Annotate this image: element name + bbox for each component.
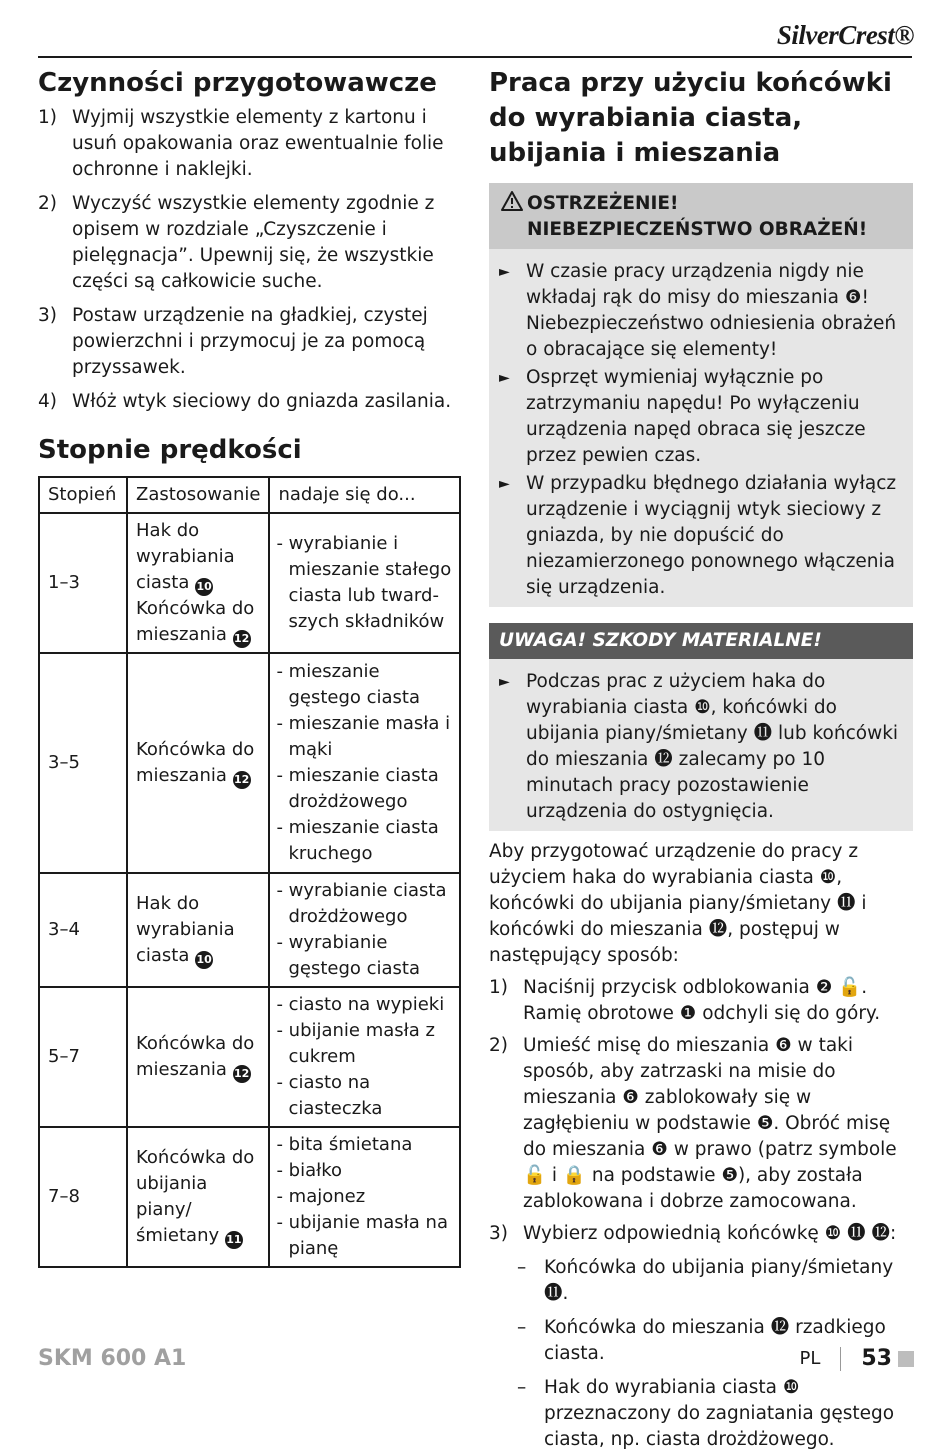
suitable-cell [269, 513, 460, 653]
dash-marker: – [517, 1377, 527, 1398]
square-marker-icon [898, 1351, 914, 1367]
suitable-cell [269, 873, 460, 987]
stage-cell: 3–5 [39, 653, 127, 873]
right-column [489, 66, 913, 1453]
list-item [499, 471, 903, 601]
table-row [39, 513, 460, 653]
table-row [39, 987, 460, 1127]
symbol-icon: 11 [225, 1231, 243, 1249]
list-item [499, 365, 903, 469]
symbol-icon: 12 [233, 1065, 251, 1083]
list-item: - ciasto na ciasteczka [276, 1072, 383, 1119]
speed-table [38, 476, 461, 1268]
arrow-icon: ► [499, 264, 510, 280]
warning-title: OSTRZEŻENIE! [527, 193, 679, 214]
list-item: - mieszanie masła i mąki [276, 713, 451, 760]
item-text: Końcówka do ubijania piany/śmietany ⓫. [544, 1257, 894, 1304]
dash-marker: – [517, 1257, 527, 1278]
step-number: 1) [38, 107, 57, 128]
warning-box [489, 183, 913, 607]
use-text: Hak do wyrabiania ciasta [136, 520, 235, 593]
warning-subtitle: NIEBEZPIECZEŃSTWO OBRAŻEŃ! [527, 219, 868, 240]
model-name: SKM 600 A1 [38, 1346, 187, 1371]
list-item [517, 1375, 913, 1453]
list-item [517, 1255, 913, 1307]
step-number: 3) [38, 305, 57, 326]
list-item [499, 259, 903, 363]
suitable-cell [269, 1127, 460, 1267]
left-column [38, 66, 462, 1268]
intro-paragraph: Aby przygotować urządzenie do pracy z użyciem haka do wyrabiania ciasta ❿, końcówki do ubijania piany/śmietany ⓫ i końcówki do mieszania ⓬, postępuj w następujący sposób: [489, 841, 867, 966]
warning-text: Osprzęt wymieniaj wyłącznie po zatrzymaniu napędu! Po wyłączeniu urządzenia napęd obraca się jeszcze przez pewien czas. [526, 367, 866, 466]
column-header: Zastosowanie [127, 477, 269, 513]
table-row [39, 873, 460, 987]
list-item: - ciasto na wypieki [276, 994, 445, 1015]
work-heading: Praca przy użyciu końcówki do wyrabiania ciasta, ubijania i mieszania [489, 68, 892, 168]
language-code: PL [799, 1348, 821, 1369]
item-text: Hak do wyrabiania ciasta ❿ przeznaczony do zagniatania gęstego ciasta, np. ciasta drożdżowego. [544, 1377, 895, 1450]
prep-heading: Czynności przygotowawcze [38, 68, 437, 98]
list-item: - mieszanie ciasta drożdżowego [276, 765, 439, 812]
column-header: Stopień [39, 477, 127, 513]
arrow-icon: ► [499, 674, 510, 690]
use-text: Hak do wyrabiania ciasta [136, 893, 235, 966]
use-text: Końcówka do mieszania [136, 1033, 255, 1080]
suitable-cell [269, 987, 460, 1127]
table-row [39, 1127, 460, 1267]
suitable-cell [269, 653, 460, 873]
list-item: - ubijanie masła na pianę [276, 1212, 448, 1259]
stage-cell: 1–3 [39, 513, 127, 653]
use-cell [127, 653, 269, 873]
list-item [499, 669, 903, 825]
use-cell [127, 513, 269, 653]
notice-header: UWAGA! SZKODY MATERIALNE! [489, 623, 913, 659]
list-item [38, 303, 462, 381]
symbol-icon: 12 [233, 771, 251, 789]
warning-triangle-icon [501, 191, 527, 243]
warning-list [489, 249, 913, 607]
list-item [38, 105, 462, 183]
step-number: 1) [489, 977, 508, 998]
stage-cell: 7–8 [39, 1127, 127, 1267]
list-item: - bita śmietana [276, 1134, 413, 1155]
warning-text: W czasie pracy urządzenia nigdy nie wkładaj rąk do misy do mieszania ❻! Niebezpieczeństwo odniesienia obrażeń o obracające się elementy! [526, 261, 897, 360]
use-cell [127, 1127, 269, 1267]
list-item: - białko [276, 1160, 343, 1181]
footer [38, 1346, 914, 1372]
step-text: Wybierz odpowiednią końcówkę ❿ ⓫ ⓬: [523, 1223, 897, 1244]
work-steps [489, 975, 913, 1247]
notice-text: Podczas prac z użyciem haka do wyrabiania ciasta ❿, końcówki do ubijania piany/śmietany ⓫ lub końcówki do mieszania ⓬ zalecamy po 10 minutach pracy pozostawienie urządzenia do ostygnięcia. [526, 671, 899, 822]
use-cell [127, 873, 269, 987]
use-text: Końcówka do ubijania piany/ śmietany [136, 1147, 255, 1246]
step-text: Naciśnij przycisk odblokowania ❷ 🔓. Ramię obrotowe ❶ odchyli się do góry. [523, 977, 881, 1024]
dash-marker: – [517, 1317, 527, 1338]
brand-logo: SilverCrest® [776, 20, 914, 50]
header-rule [38, 56, 912, 58]
item-text: Końcówka do mieszania ⓬ rzadkiego ciasta. [544, 1317, 886, 1364]
list-item: - mieszanie gęstego ciasta [276, 661, 421, 708]
step-number: 2) [38, 193, 57, 214]
step-number: 4) [38, 391, 57, 412]
list-item [489, 975, 913, 1027]
symbol-icon: 10 [195, 578, 213, 596]
list-item [489, 1033, 913, 1215]
step-text: Wyjmij wszystkie elementy z kartonu i usuń opakowania oraz ewentualnie folie ochronne i naklejki. [72, 107, 444, 180]
notice-list [489, 659, 913, 831]
list-item: - wyrabianie ciasta drożdżowego [276, 880, 447, 927]
column-header: nadaje się do... [269, 477, 460, 513]
list-item: - wyrabianie i mieszanie stałego ciasta lub twardszych składników [276, 533, 452, 632]
table-header-row [39, 477, 460, 513]
list-item: - majonez [276, 1186, 366, 1207]
arrow-icon: ► [499, 476, 510, 492]
list-item: - mieszanie ciasta kruchego [276, 817, 439, 864]
symbol-icon: 10 [195, 951, 213, 969]
step-text: Postaw urządzenie na gładkiej, czystej powierzchni i przymocuj je za pomocą przyssawek. [72, 305, 428, 378]
step-text: Wyczyść wszystkie elementy zgodnie z opisem w rozdziale „Czyszczenie i pielęgnacja”. Upewnij się, że wszystkie części są całkowicie suche. [72, 193, 435, 292]
step-text: Umieść misę do mieszania ❻ w taki sposób, aby zatrzaski na misie do mieszania ❻ zablokowały się w zagłębieniu w podstawie ❺. Obróć misę do mieszania ❻ w prawo (patrz symbole 🔓 i 🔒 na podstawie ❺), aby została zablokowana i dobrze zamocowana. [523, 1035, 897, 1212]
step-number: 3) [489, 1223, 508, 1244]
stage-cell: 5–7 [39, 987, 127, 1127]
page-number: 53 [861, 1346, 892, 1371]
table-row [39, 653, 460, 873]
use-text: Końcówka do mieszania [136, 598, 255, 645]
arrow-icon: ► [499, 370, 510, 386]
use-text: Końcówka do mieszania [136, 739, 255, 786]
warning-header [489, 183, 913, 249]
list-item [489, 1221, 913, 1247]
notice-box [489, 659, 913, 831]
step-text: Włóż wtyk sieciowy do gniazda zasilania. [72, 391, 452, 412]
footer-divider [840, 1347, 841, 1371]
list-item [38, 191, 462, 295]
warning-text: W przypadku błędnego działania wyłącz urządzenie i wyciągnij wtyk sieciowy z gniazda, by nie dopuścić do niezamierzonego ponownego włączenia się urządzenia. [526, 473, 897, 598]
stage-cell: 3–4 [39, 873, 127, 987]
use-cell [127, 987, 269, 1127]
prep-steps [38, 105, 462, 415]
list-item: - ubijanie masła z cukrem [276, 1020, 435, 1067]
speed-heading: Stopnie prędkości [38, 435, 302, 465]
step-number: 2) [489, 1035, 508, 1056]
list-item [38, 389, 462, 415]
list-item: - wyrabianie gęstego ciasta [276, 932, 421, 979]
symbol-icon: 12 [233, 630, 251, 648]
